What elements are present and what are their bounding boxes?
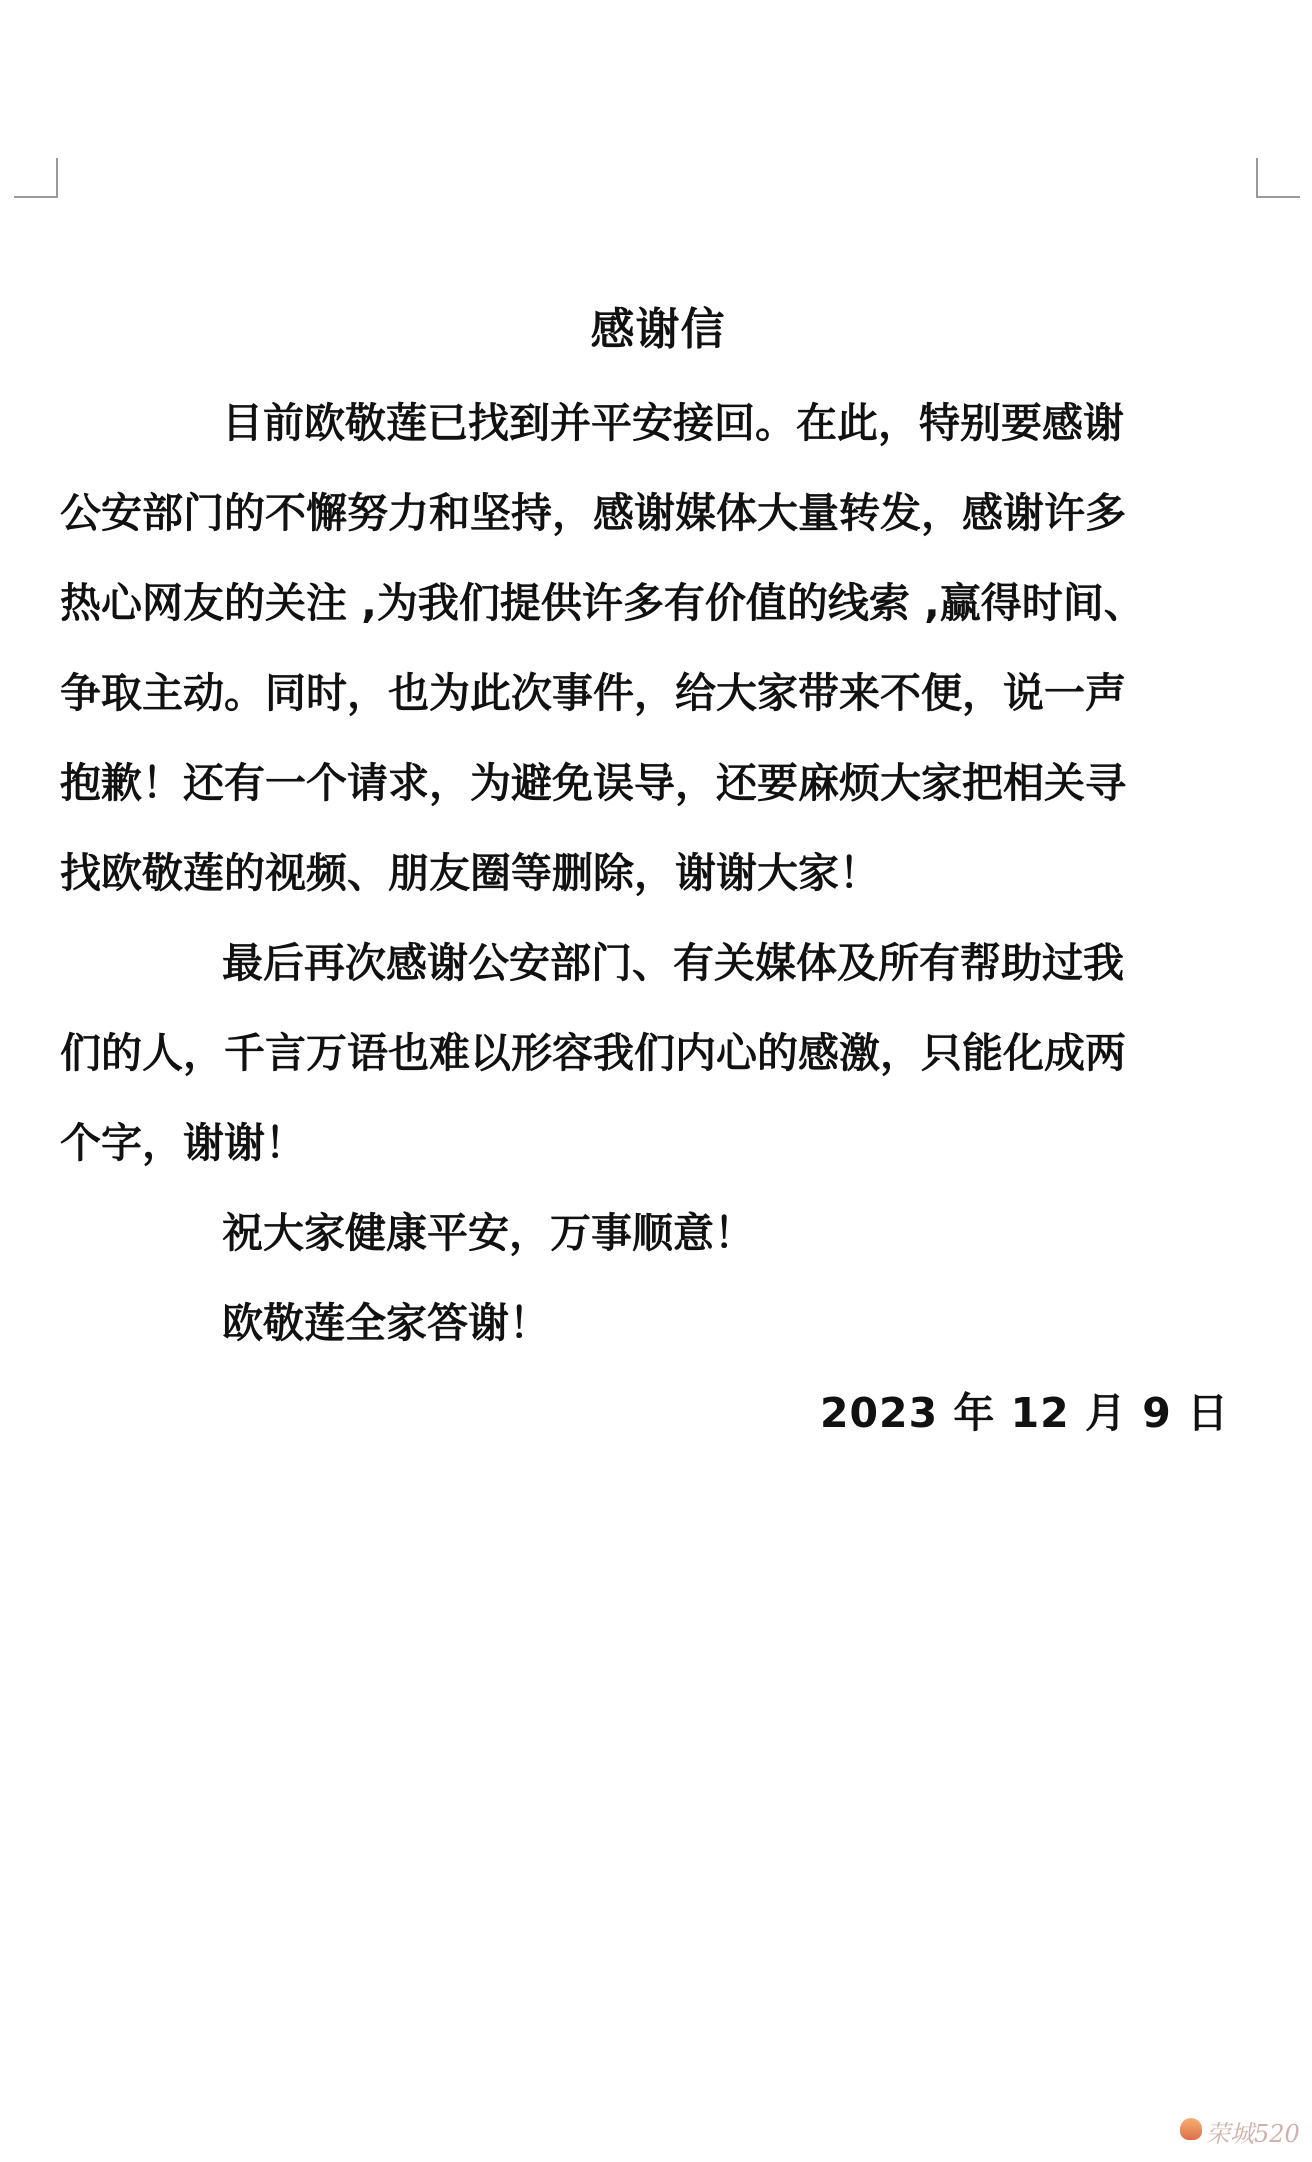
paragraph-1-line: 抱歉！还有一个请求，为避免误导，还要麻烦大家把相关寻 xyxy=(60,759,1126,807)
paragraph-2-line: 个字，谢谢！ xyxy=(60,1119,306,1167)
site-watermark xyxy=(1180,2108,1300,2152)
paragraph-2 xyxy=(60,918,1256,1188)
closing-wish: 祝大家健康平安，万事顺意！ xyxy=(222,1209,755,1257)
flame-logo-icon xyxy=(1180,2118,1202,2140)
watermark-text: 荣城520 xyxy=(1206,2120,1300,2148)
paragraph-2-line: 最后再次感谢公安部门、有关媒体及所有帮助过我 xyxy=(222,939,1124,987)
crop-mark-top-left xyxy=(14,158,58,198)
paragraph-1-line: 公安部门的不懈努力和坚持，感谢媒体大量转发，感谢许多 xyxy=(60,489,1126,537)
paragraph-2-line: 们的人，千言万语也难以形容我们内心的感激，只能化成两 xyxy=(60,1029,1126,1077)
paragraph-1-line: 找欧敬莲的视频、朋友圈等删除，谢谢大家！ xyxy=(60,849,880,897)
letter-title: 感谢信 xyxy=(590,304,726,355)
crop-mark-top-right xyxy=(1256,158,1300,198)
paragraph-1 xyxy=(60,378,1256,918)
paragraph-1-line: 热心网友的关注 ,为我们提供许多有价值的线索 ,赢得时间、 xyxy=(60,579,1145,627)
paragraph-1-line: 争取主动。同时，也为此次事件，给大家带来不便，说一声 xyxy=(60,669,1126,717)
paragraph-1-line: 目前欧敬莲已找到并平安接回。在此，特别要感谢 xyxy=(222,399,1124,447)
letter-date: 2023 年 12 月 9 日 xyxy=(820,1389,1230,1437)
signer-line: 欧敬莲全家答谢！ xyxy=(222,1299,550,1347)
